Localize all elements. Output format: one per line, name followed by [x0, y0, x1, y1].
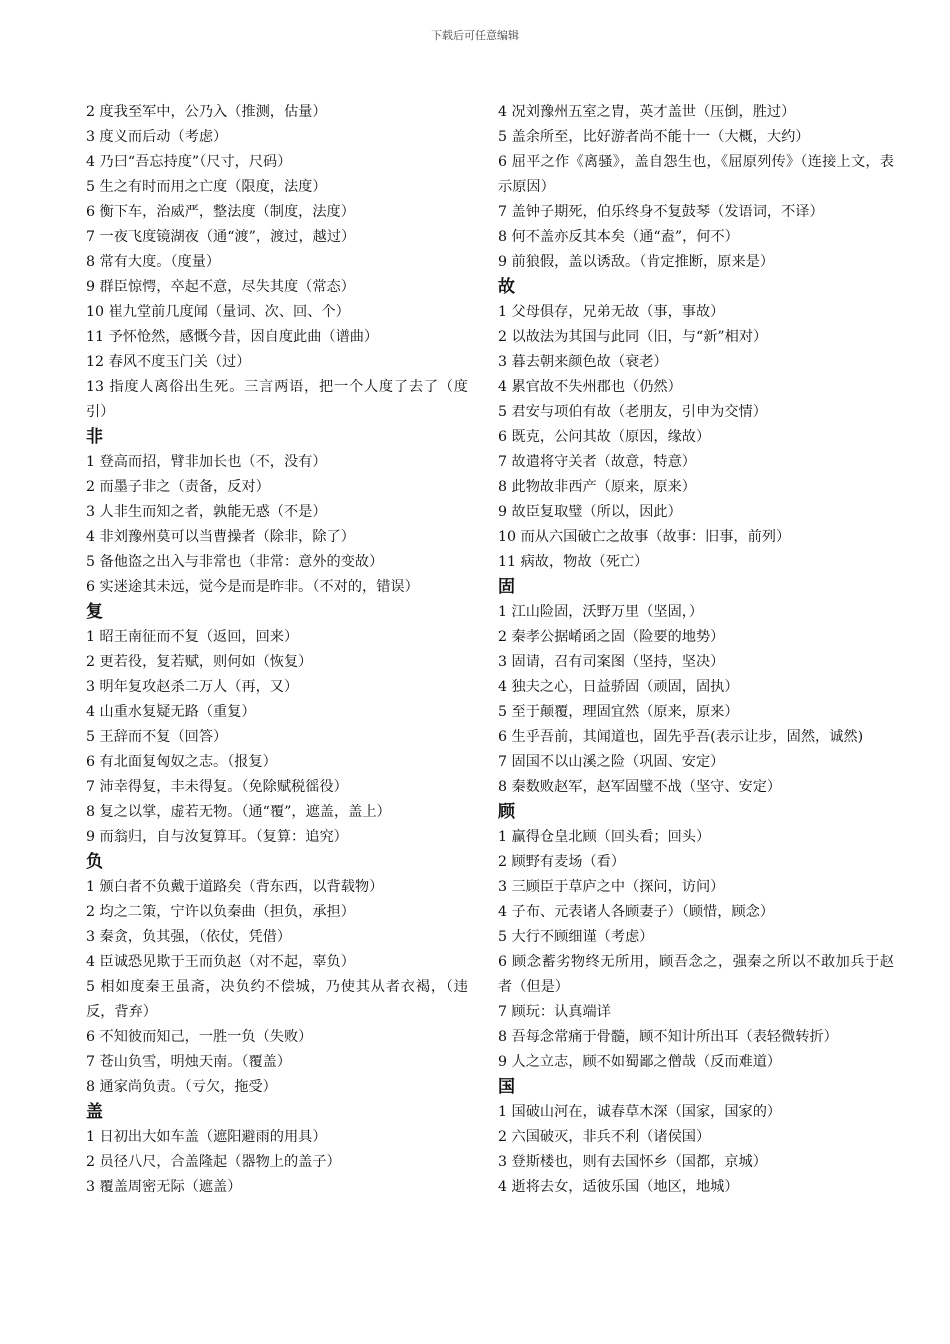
section-heading: 非 — [86, 427, 103, 447]
definition-entry: 3 暮去朝来颜色故（衰老） — [498, 354, 668, 370]
definition-entry: 9 人之立志，顾不如蜀鄙之僧哉（反而难道） — [498, 1054, 782, 1070]
definition-entry: 2 而墨子非之（责备，反对） — [86, 479, 270, 495]
definition-entry: 5 至于颠覆，理固宜然（原来，原来） — [498, 704, 739, 720]
definition-entry: 5 大行不顾细谨（考虑） — [498, 929, 654, 945]
definition-entry: 7 盖钟子期死，伯乐终身不复鼓琴（发语词，不译） — [498, 204, 824, 220]
definition-entry: 2 顾野有麦场（看） — [498, 854, 626, 870]
definition-entry: 3 登斯楼也，则有去国怀乡（国都，京城） — [498, 1154, 767, 1170]
definition-entry: 2 度我至军中，公乃入（推测，估量） — [86, 104, 327, 120]
definition-entry: 6 既克，公问其故（原因，缘故） — [498, 429, 711, 445]
definition-entry: 3 固请，召有司案图（坚持，坚决） — [498, 654, 725, 670]
definition-entry: 5 备他盗之出入与非常也（非常：意外的变故） — [86, 554, 384, 570]
definition-entry: 7 固国不以山溪之险（巩固、安定） — [498, 754, 725, 770]
definition-entry: 4 独夫之心，日益骄固（顽固，固执） — [498, 679, 739, 695]
definition-entry: 6 有北面复匈奴之志。（报复） — [86, 754, 277, 770]
section-heading: 固 — [498, 577, 515, 597]
definition-entry: 8 秦数败赵军，赵军固璧不战（坚守、安定） — [498, 779, 782, 795]
definition-entry: 6 实迷途其未远，觉今是而是昨非。（不对的，错误） — [86, 579, 419, 595]
definition-entry: 5 君安与项伯有故（老朋友，引申为交情） — [498, 404, 767, 420]
right-column — [498, 100, 894, 1200]
definition-entry: 10 崔九堂前几度闻（量词、次、回、个） — [86, 304, 350, 320]
definition-entry: 6 不知彼而知己，一胜一负（失败） — [86, 1029, 313, 1045]
definition-entry: 2 均之二策，宁许以负秦曲（担负，承担） — [86, 904, 355, 920]
definition-entry: 1 国破山河在，诚春草木深（国家，国家的） — [498, 1104, 782, 1120]
section-heading: 复 — [86, 602, 103, 622]
definition-entry: 4 臣诚恐见欺于王而负赵（对不起，辜负） — [86, 954, 355, 970]
definition-entry: 1 赢得仓皇北顾（回头看；回头） — [498, 829, 711, 845]
definition-entry: 5 相如度秦王虽斋，决负约不偿城，乃使其从者衣褐，（违反，背弃） — [86, 979, 468, 1020]
section-heading: 负 — [86, 852, 103, 872]
definition-entry: 6 生乎吾前，其闻道也，固先乎吾(表示让步，固然，诚然) — [498, 729, 864, 745]
section-heading: 故 — [498, 277, 515, 297]
definition-entry: 6 屈平之作《离骚》，盖自怨生也，《屈原列传》（连接上文，表示原因） — [498, 154, 894, 195]
definition-entry: 4 况刘豫州五室之胄，英才盖世（压倒，胜过） — [498, 104, 796, 120]
definition-entry: 7 故遣将守关者（故意，特意） — [498, 454, 696, 470]
definition-entry: 1 登高而招，臂非加长也（不，没有） — [86, 454, 327, 470]
definition-entry: 1 父母俱存，兄弟无故（事，事故） — [498, 304, 725, 320]
definition-entry: 3 覆盖周密无际（遮盖） — [86, 1179, 242, 1195]
definition-entry: 7 苍山负雪，明烛天南。（覆盖） — [86, 1054, 292, 1070]
definition-entry: 1 江山险固，沃野万里（坚固，） — [498, 604, 704, 620]
section-heading: 顾 — [498, 802, 515, 822]
definition-entry: 9 群臣惊愕，卒起不意，尽失其度（常态） — [86, 279, 355, 295]
definition-entry: 7 沛幸得复，丰未得复。（免除赋税徭役） — [86, 779, 348, 795]
definition-entry: 6 顾念蓄劣物终无所用，顾吾念之，强秦之所以不敢加兵于赵者（但是） — [498, 954, 894, 995]
definition-entry: 2 以故法为其国与此同（旧，与“新”相对） — [498, 329, 768, 345]
definition-entry: 3 秦贪，负其强，（依仗，凭借） — [86, 929, 292, 945]
definition-entry: 2 更若役，复若赋，则何如（恢复） — [86, 654, 313, 670]
definition-entry: 3 三顾臣于草庐之中（探问，访问） — [498, 879, 725, 895]
definition-entry: 1 昭王南征而不复（返回，回来） — [86, 629, 299, 645]
definition-entry: 8 此物故非西产（原来，原来） — [498, 479, 696, 495]
definition-entry: 1 日初出大如车盖（遮阳避雨的用具） — [86, 1129, 327, 1145]
definition-entry: 2 员径八尺，合盖隆起（器物上的盖子） — [86, 1154, 341, 1170]
section-heading: 国 — [498, 1077, 515, 1097]
definition-entry: 8 常有大度。（度量） — [86, 254, 221, 270]
definition-entry: 4 累官故不失州郡也（仍然） — [498, 379, 682, 395]
definition-entry: 2 秦孝公据崤函之固（险要的地势） — [498, 629, 725, 645]
definition-entry: 7 顾玩：认真端详 — [498, 1004, 611, 1020]
section-heading: 盖 — [86, 1102, 103, 1122]
definition-entry: 3 度义而后动（考虑） — [86, 129, 228, 145]
definition-entry: 9 而翁归，自与汝复算耳。（复算：追究） — [86, 829, 348, 845]
definition-entry: 3 人非生而知之者，孰能无惑（不是） — [86, 504, 327, 520]
definition-entry: 9 故臣复取璧（所以，因此） — [498, 504, 682, 520]
definition-entry: 4 乃曰“吾忘持度”（尺寸，尺码） — [86, 154, 292, 170]
definition-entry: 4 逝将去女，适彼乐国（地区，地城） — [498, 1179, 739, 1195]
definition-entry: 6 衡下车，治威严，整法度（制度，法度） — [86, 204, 355, 220]
definition-entry: 5 盖余所至，比好游者尚不能十一（大概，大约） — [498, 129, 810, 145]
definition-entry: 8 吾每念常痛于骨髓，顾不知计所出耳（表轻微转折） — [498, 1029, 838, 1045]
definition-entry: 11 予怀怆然，感慨今昔，因自度此曲（谱曲） — [86, 329, 379, 345]
definition-entry: 5 王辞而不复（回答） — [86, 729, 228, 745]
definition-entry: 12 春风不度玉门关（过） — [86, 354, 251, 370]
definition-entry: 5 生之有时而用之亡度（限度，法度） — [86, 179, 327, 195]
definition-entry: 8 通家尚负责。（亏欠，拖受） — [86, 1079, 277, 1095]
page-header: 下载后可任意编辑 — [431, 29, 519, 42]
definition-entry: 1 颁白者不负戴于道路矣（背东西，以背载物） — [86, 879, 384, 895]
definition-entry: 4 非刘豫州莫可以当曹操者（除非，除了） — [86, 529, 355, 545]
definition-entry: 3 明年复攻赵杀二万人（再，又） — [86, 679, 299, 695]
definition-entry: 4 山重水复疑无路（重复） — [86, 704, 256, 720]
definition-entry: 8 何不盖亦反其本矣（通“盍”，何不） — [498, 229, 739, 245]
definition-entry: 13 指度人离俗出生死。三言两语，把一个人度了去了（度引） — [86, 379, 468, 420]
left-column — [86, 100, 468, 1200]
definition-entry: 2 六国破灭，非兵不利（诸侯国） — [498, 1129, 711, 1145]
definition-entry: 10 而从六国破亡之故事（故事：旧事，前列） — [498, 529, 791, 545]
definition-entry: 11 病故，物故（死亡） — [498, 554, 649, 570]
definition-entry: 4 子布、元表诸人各顾妻子）（顾惜，顾念） — [498, 904, 775, 920]
definition-entry: 8 复之以掌，虚若无物。（通“覆”，遮盖，盖上） — [86, 804, 391, 820]
definition-entry: 9 前狼假，盖以诱敌。（肯定推断，原来是） — [498, 254, 775, 270]
definition-entry: 7 一夜飞度镜湖夜（通“渡”，渡过，越过） — [86, 229, 356, 245]
